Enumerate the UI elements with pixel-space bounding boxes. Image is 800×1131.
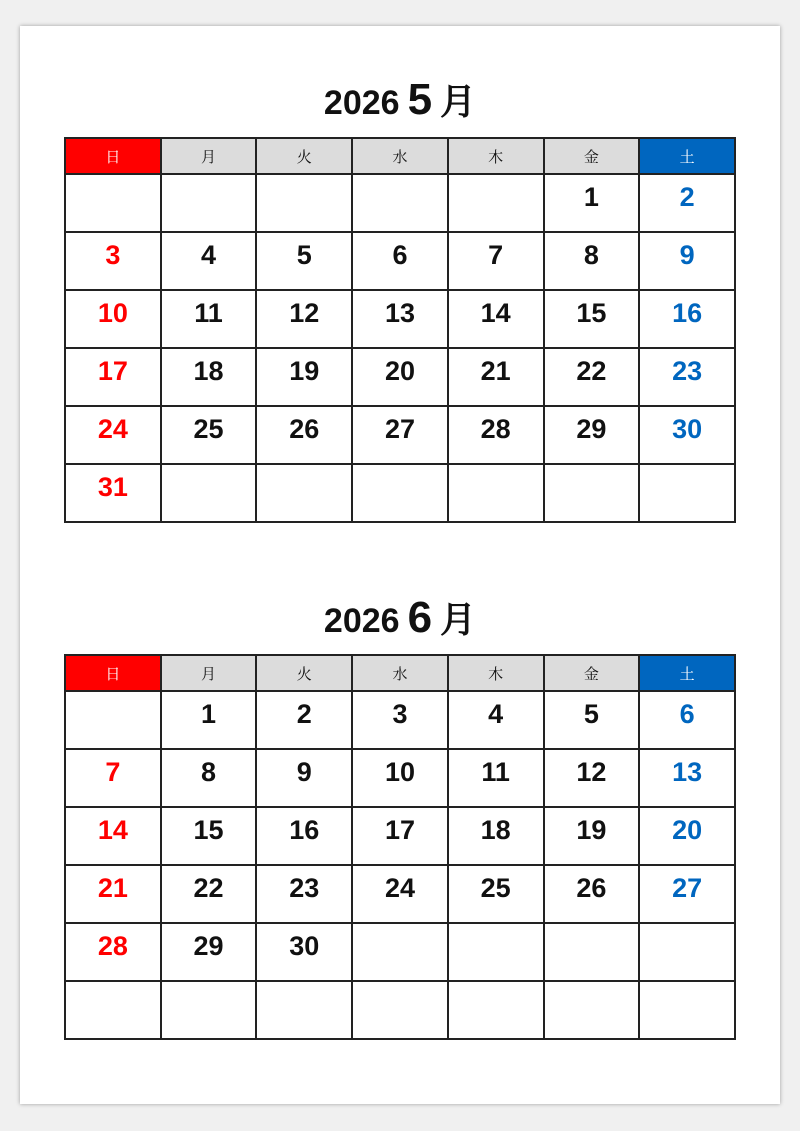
day-number: 29 (193, 931, 224, 961)
day-cell (544, 865, 640, 923)
day-number: 23 (672, 356, 703, 386)
day-number: 24 (97, 414, 128, 444)
day-number: 27 (672, 873, 703, 903)
day-cell (448, 981, 544, 1039)
day-cell (65, 749, 161, 807)
day-number: 7 (105, 757, 121, 787)
year-label: 2026 (323, 602, 400, 640)
day-number: 26 (576, 873, 607, 903)
weekday-header-thu: 木 (448, 655, 544, 691)
day-number: 1 (583, 182, 599, 212)
day-cell (352, 232, 448, 290)
day-number: 6 (679, 699, 695, 729)
week-row (65, 174, 735, 232)
day-cell (639, 981, 735, 1039)
weekday-header-sun: 日 (65, 655, 161, 691)
day-cell (256, 923, 352, 981)
day-number: 3 (105, 240, 121, 270)
month-title-june (20, 592, 780, 643)
day-cell (352, 923, 448, 981)
day-number: 2 (679, 182, 695, 212)
day-cell (65, 691, 161, 749)
day-number: 31 (97, 472, 128, 502)
day-number: 28 (480, 414, 511, 444)
day-number: 22 (576, 356, 607, 386)
calendar-grid-june (64, 654, 736, 1040)
day-cell (352, 464, 448, 522)
day-cell (65, 232, 161, 290)
week-row (65, 981, 735, 1039)
month-title-may (20, 74, 780, 125)
weekday-header-row (65, 655, 735, 691)
weekday-header-thu: 木 (448, 138, 544, 174)
day-cell (161, 807, 257, 865)
day-cell (544, 348, 640, 406)
day-cell (65, 464, 161, 522)
day-cell (161, 406, 257, 464)
day-number: 17 (384, 815, 415, 845)
day-number: 5 (296, 240, 312, 270)
month-number: 5 (407, 75, 433, 124)
day-number: 4 (201, 240, 217, 270)
day-cell (639, 749, 735, 807)
day-number: 8 (201, 757, 217, 787)
day-cell (448, 691, 544, 749)
day-cell (256, 807, 352, 865)
day-number: 18 (193, 356, 224, 386)
day-cell (639, 923, 735, 981)
weekday-header-sun: 日 (65, 138, 161, 174)
day-cell (65, 981, 161, 1039)
day-number: 13 (672, 757, 703, 787)
day-cell (448, 348, 544, 406)
day-cell (544, 923, 640, 981)
day-number: 11 (481, 757, 510, 787)
day-cell (544, 174, 640, 232)
day-cell (448, 865, 544, 923)
day-number: 18 (480, 815, 511, 845)
day-number: 25 (193, 414, 224, 444)
day-cell (544, 749, 640, 807)
week-row (65, 406, 735, 464)
day-cell (639, 807, 735, 865)
day-cell (65, 865, 161, 923)
day-number: 16 (672, 298, 703, 328)
day-number: 10 (97, 298, 128, 328)
day-cell (639, 290, 735, 348)
day-cell (448, 464, 544, 522)
day-number: 23 (289, 873, 320, 903)
day-cell (448, 174, 544, 232)
day-cell (256, 406, 352, 464)
day-cell (639, 406, 735, 464)
day-cell (161, 464, 257, 522)
week-row (65, 749, 735, 807)
day-number: 12 (576, 757, 607, 787)
day-number: 9 (296, 757, 312, 787)
day-cell (544, 807, 640, 865)
day-number: 7 (488, 240, 504, 270)
day-cell (161, 348, 257, 406)
day-number: 17 (97, 356, 128, 386)
day-cell (256, 464, 352, 522)
weekday-header-wed: 水 (352, 138, 448, 174)
day-cell (639, 348, 735, 406)
day-cell (352, 348, 448, 406)
week-row (65, 923, 735, 981)
month-unit: 月 (440, 599, 477, 640)
day-number: 16 (289, 815, 320, 845)
day-cell (448, 232, 544, 290)
day-number: 19 (576, 815, 607, 845)
day-number: 13 (384, 298, 415, 328)
day-number: 14 (480, 298, 511, 328)
day-cell (448, 807, 544, 865)
day-cell (448, 406, 544, 464)
week-row (65, 232, 735, 290)
day-cell (161, 232, 257, 290)
day-cell (639, 232, 735, 290)
day-cell (448, 290, 544, 348)
day-cell (544, 406, 640, 464)
day-cell (161, 691, 257, 749)
weekday-header-mon: 月 (161, 138, 257, 174)
day-cell (256, 749, 352, 807)
week-row (65, 691, 735, 749)
day-number: 5 (583, 699, 599, 729)
day-number: 26 (289, 414, 320, 444)
day-cell (352, 807, 448, 865)
weekday-header-fri: 金 (544, 138, 640, 174)
day-number: 9 (679, 240, 695, 270)
day-cell (639, 691, 735, 749)
day-number: 22 (193, 873, 224, 903)
day-cell (256, 981, 352, 1039)
day-cell (544, 232, 640, 290)
weekday-header-sat: 土 (639, 655, 735, 691)
day-cell (544, 981, 640, 1039)
weekday-header-tue: 火 (256, 138, 352, 174)
day-cell (352, 406, 448, 464)
weekday-header-wed: 水 (352, 655, 448, 691)
weekday-header-tue: 火 (256, 655, 352, 691)
day-cell (639, 865, 735, 923)
day-cell (256, 232, 352, 290)
day-cell (639, 174, 735, 232)
day-cell (352, 981, 448, 1039)
day-cell (161, 174, 257, 232)
day-number: 1 (201, 699, 217, 729)
day-cell (544, 464, 640, 522)
day-number: 30 (289, 931, 320, 961)
week-row (65, 464, 735, 522)
day-number: 12 (289, 298, 320, 328)
calendar-sheet (20, 26, 780, 1104)
day-number: 6 (392, 240, 408, 270)
day-cell (256, 290, 352, 348)
day-cell (256, 348, 352, 406)
day-cell (448, 749, 544, 807)
day-number: 2 (296, 699, 312, 729)
day-number: 20 (384, 356, 415, 386)
day-cell (639, 464, 735, 522)
weekday-header-sat: 土 (639, 138, 735, 174)
day-cell (544, 691, 640, 749)
day-cell (352, 691, 448, 749)
day-cell (65, 174, 161, 232)
day-number: 25 (480, 873, 511, 903)
day-cell (65, 406, 161, 464)
day-number: 28 (97, 931, 128, 961)
day-number: 3 (392, 699, 408, 729)
calendar-grid-may (64, 137, 736, 523)
day-number: 24 (384, 873, 415, 903)
day-cell (352, 865, 448, 923)
day-cell (352, 290, 448, 348)
day-number: 8 (583, 240, 599, 270)
weekday-header-mon: 月 (161, 655, 257, 691)
day-cell (352, 749, 448, 807)
day-cell (256, 691, 352, 749)
day-cell (65, 923, 161, 981)
day-cell (161, 749, 257, 807)
year-label: 2026 (323, 84, 400, 122)
day-cell (65, 807, 161, 865)
day-number: 21 (97, 873, 128, 903)
day-number: 15 (193, 815, 224, 845)
day-cell (256, 865, 352, 923)
day-number: 21 (480, 356, 511, 386)
day-number: 10 (384, 757, 415, 787)
day-number: 19 (289, 356, 320, 386)
day-number: 15 (576, 298, 607, 328)
day-cell (352, 174, 448, 232)
day-number: 30 (672, 414, 703, 444)
week-row (65, 807, 735, 865)
day-cell (65, 348, 161, 406)
day-number: 29 (576, 414, 607, 444)
day-cell (65, 290, 161, 348)
week-row (65, 865, 735, 923)
day-cell (448, 923, 544, 981)
week-row (65, 290, 735, 348)
day-number: 14 (97, 815, 128, 845)
month-number: 6 (407, 593, 433, 642)
day-cell (161, 981, 257, 1039)
day-number: 4 (488, 699, 504, 729)
day-cell (544, 290, 640, 348)
month-unit: 月 (440, 81, 477, 122)
week-row (65, 348, 735, 406)
day-number: 20 (672, 815, 703, 845)
day-cell (161, 923, 257, 981)
day-number: 11 (194, 298, 223, 328)
day-number: 27 (384, 414, 415, 444)
day-cell (161, 865, 257, 923)
weekday-header-fri: 金 (544, 655, 640, 691)
day-cell (161, 290, 257, 348)
weekday-header-row (65, 138, 735, 174)
day-cell (256, 174, 352, 232)
